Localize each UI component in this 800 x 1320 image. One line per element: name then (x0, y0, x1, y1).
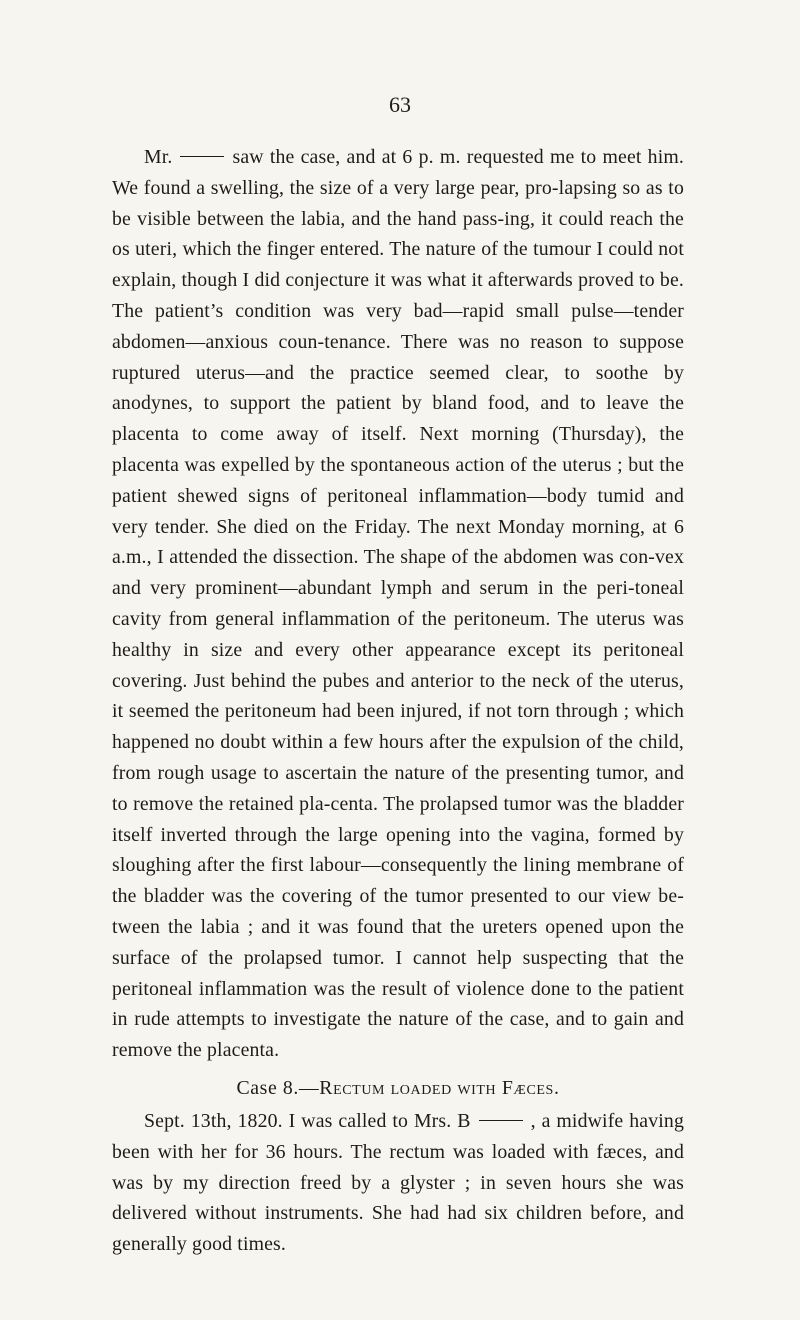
paragraph-lead-text: Sept. 13th, 1820. I was called to Mrs. B (144, 1109, 471, 1132)
case-number-label: Case 8. (236, 1076, 299, 1099)
paragraph-body-text: , a midwife having been with her for 36 hours. The rectum was loaded with fæces, and was by my direction freed by a glyster ; in seven hours she was delivered without instruments. She had had six children before, and generally good times. (112, 1109, 684, 1256)
case-8-narrative-paragraph (112, 1106, 684, 1260)
case-8-heading (112, 1070, 684, 1106)
paragraph-body-text: saw the case, and at 6 p. m. requested me to meet him. We found a swelling, the size of a very large pear, pro-lapsing so as to be visible between the labia, and the hand pass-ing, it could reach the os uteri, which the finger entered. The nature of the tumour I could not explain, though I did conjecture it was what it afterwards proved to be. The patient’s condition was very bad—rapid small pulse—tender abdomen—anxious coun-tenance. There was no reason to suppose ruptured uterus—and the practice seemed clear, to soothe by anodynes, to support the patient by bland food, and to leave the placenta to come away of itself. Next morning (Thursday), the placenta was expelled by the spontaneous action of the uterus ; but the patient shewed signs of peritoneal inflammation—body tumid and very tender. She died on the Friday. The next Monday morning, at 6 a.m., I attended the dissection. The shape of the abdomen was con-vex and very prominent—abundant lymph and serum in the peri-toneal cavity from general inflammation of the peritoneum. The uterus was healthy in size and every other appearance except its peritoneal covering. Just behind the pubes and anterior to the neck of the uterus, it seemed the peritoneum had been injured, if not torn through ; which happened no doubt within a few hours after the expulsion of the child, from rough usage to ascertain the nature of the presenting tumor, and to remove the retained pla-centa. The prolapsed tumor was the bladder itself inverted through the large opening into the vagina, formed by sloughing after the first labour—consequently the lining membrane of the bladder was the covering of the tumor presented to our view be-tween the labia ; and it was found that the ureters opened upon the surface of the prolapsed tumor. I cannot help suspecting that the peritoneal inflammation was the result of violence done to the patient in rude attempts to investigate the nature of the case, and to gain and remove the placenta. (112, 146, 684, 1062)
name-omission-dash (479, 1120, 523, 1121)
case-title: —Rectum loaded with Fæces. (298, 1076, 560, 1099)
name-omission-dash (180, 156, 224, 157)
case-7-narrative-paragraph (112, 142, 684, 1066)
body-text (112, 142, 684, 1260)
paragraph-lead-text: Mr. (144, 146, 173, 168)
page-number: 63 (389, 92, 411, 117)
